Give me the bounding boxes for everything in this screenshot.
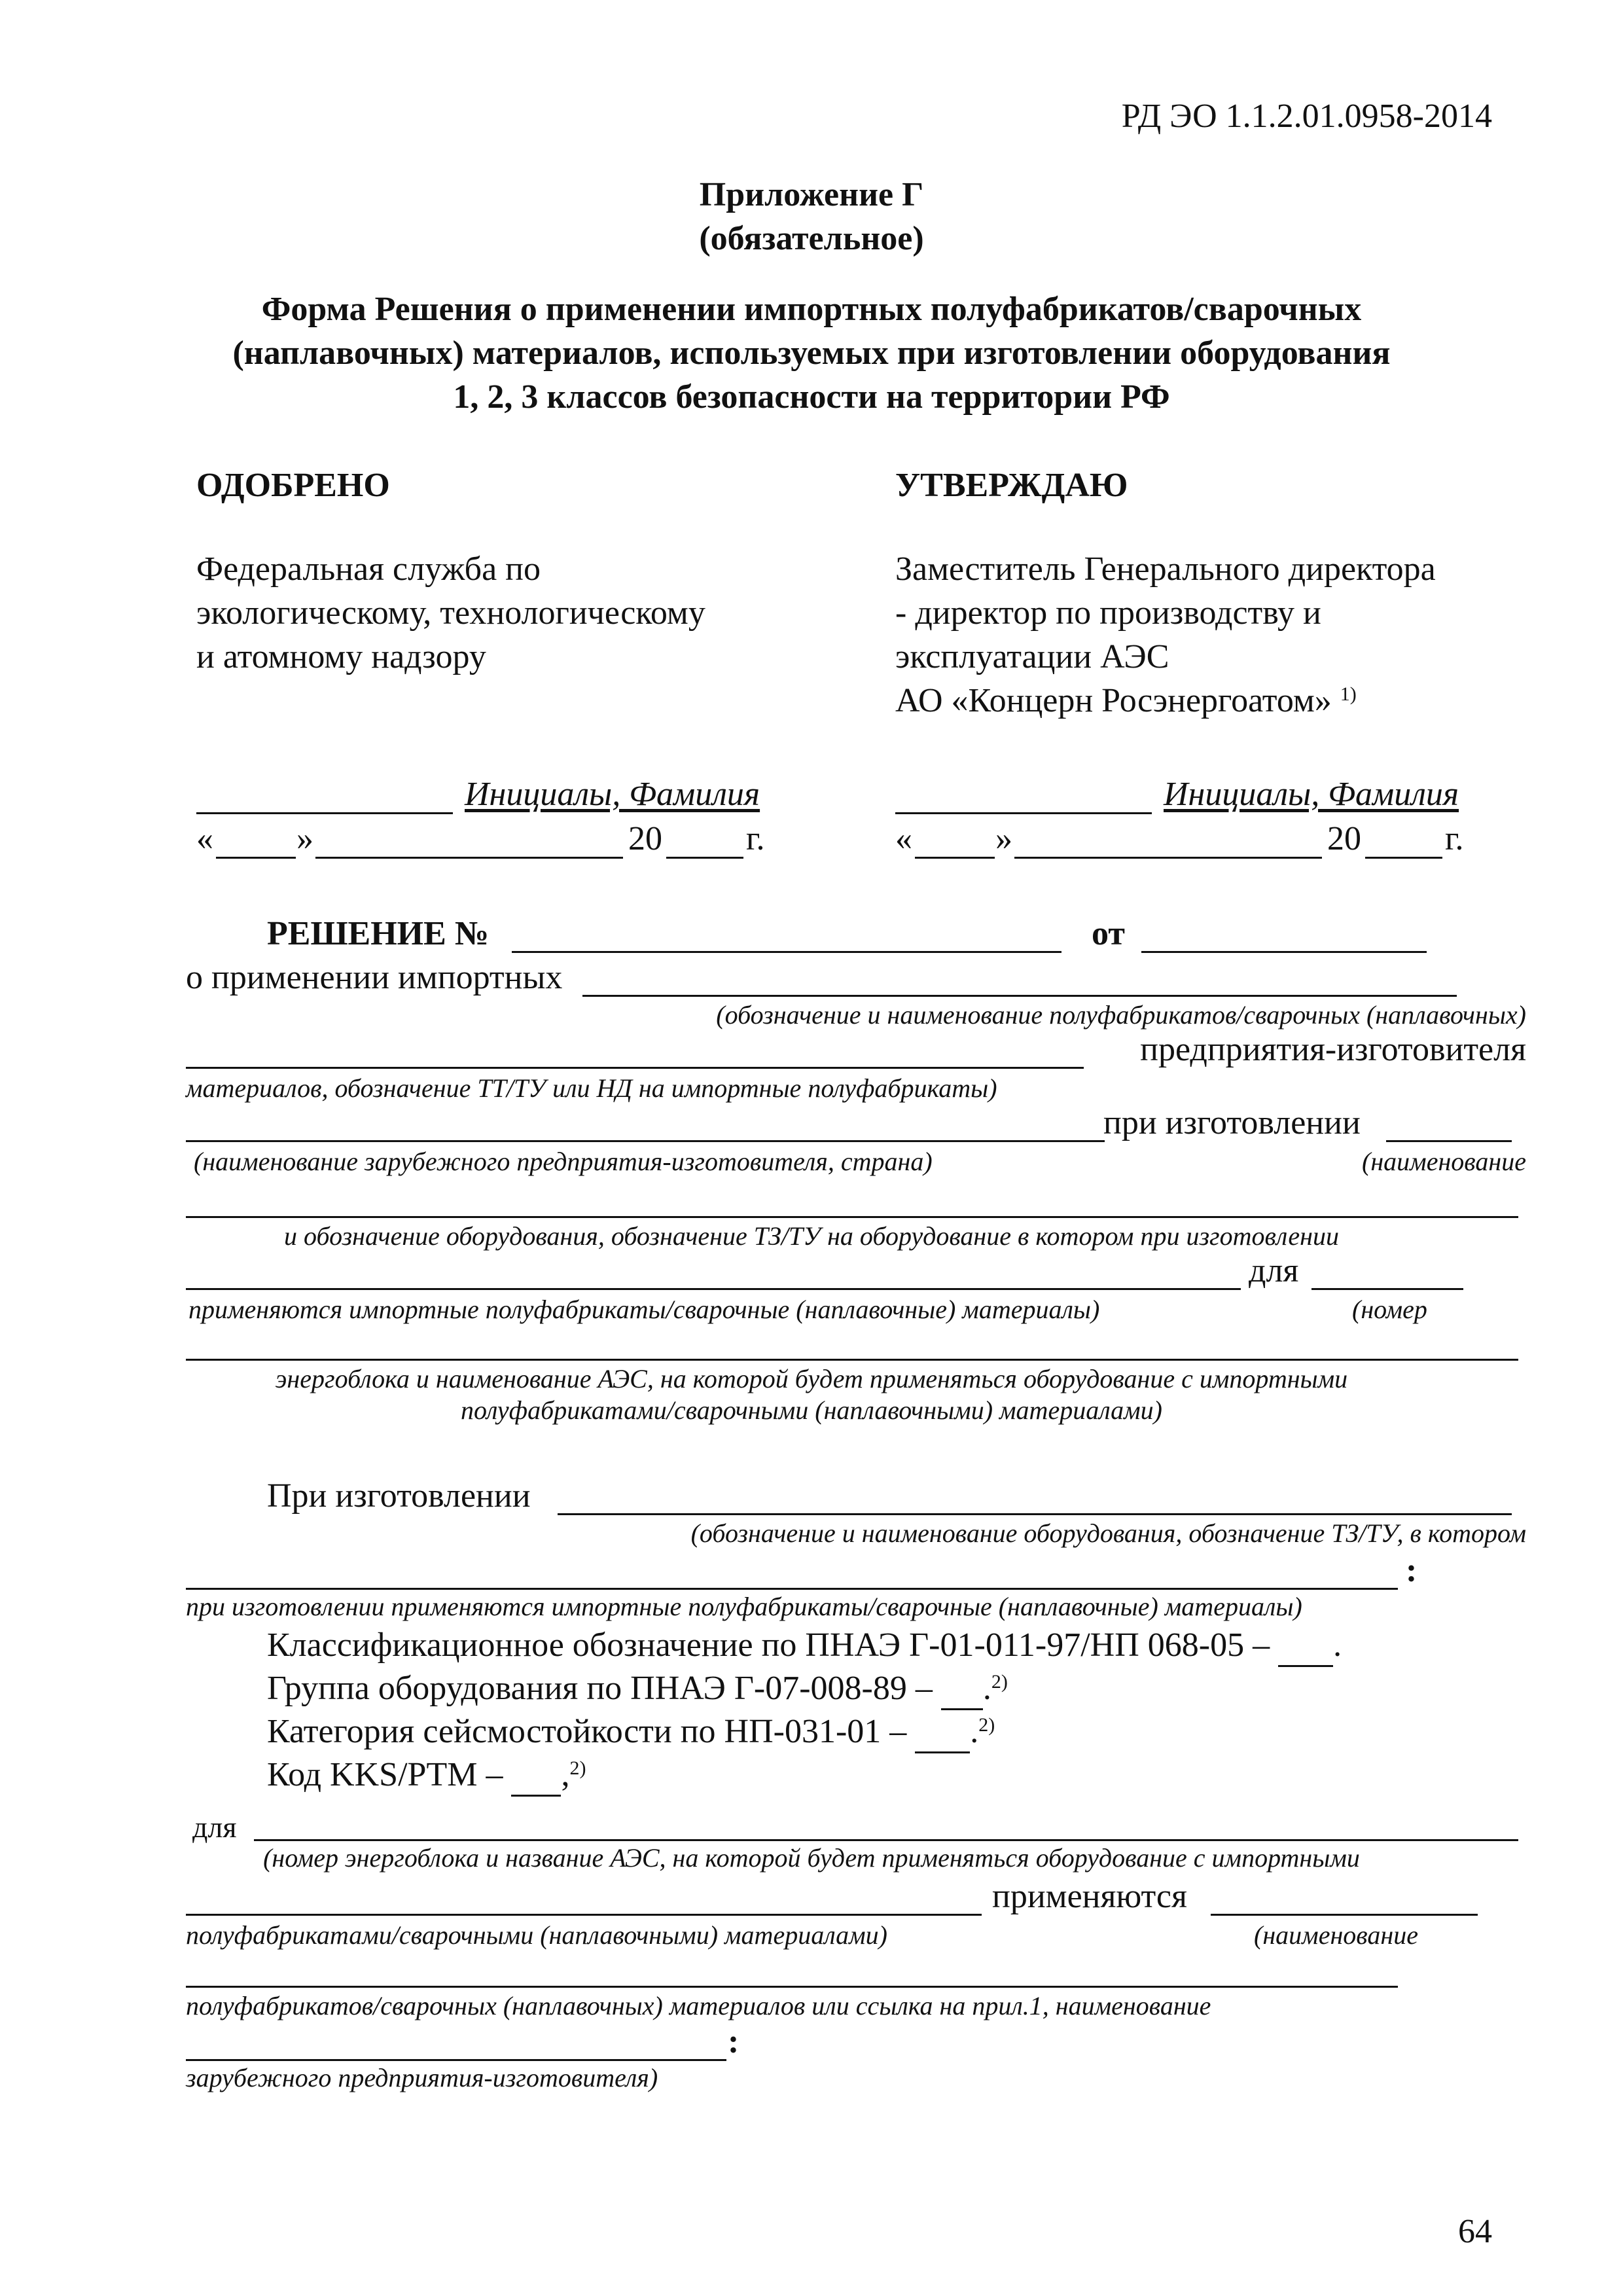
- section2-equipment-blank-1: [558, 1513, 1512, 1515]
- form-title-line-1: Форма Решения о применении импортных полуфабрикатов/сварочных: [261, 291, 1362, 328]
- appendix-status: (обязательное): [699, 220, 924, 257]
- seismic-category-label: Категория сейсмостойкости по НП-031-01 –: [267, 1713, 907, 1750]
- unit-number-blank-1: [1311, 1288, 1463, 1290]
- hint-equipment-designation: и обозначение оборудования, обозначение ТЗ/ТУ на оборудование в котором при изготовлении: [284, 1221, 1339, 1251]
- confirm-year-prefix: 20: [1327, 820, 1361, 857]
- approved-month-blank: [315, 857, 623, 859]
- section2-materials-name-blank: [186, 1986, 1398, 1988]
- equipment-group-line: [267, 1669, 1008, 1710]
- hint-section2-materials-name: полуфабрикатов/сварочных (наплавочных) материалов или ссылка на прил.1, наименование: [186, 1991, 1211, 2020]
- hint-equipment-name-start: (наименование: [1362, 1147, 1526, 1176]
- materials-blank-2: [186, 1067, 1084, 1069]
- materials-applied-blank: [186, 1288, 1241, 1290]
- confirm-month-blank: [1014, 857, 1322, 859]
- confirm-date-close-quote: »: [995, 820, 1012, 857]
- seismic-category-end: .: [970, 1713, 979, 1750]
- approved-date-open-quote: «: [196, 820, 213, 857]
- seismic-category-blank: [915, 1712, 970, 1753]
- kks-code-line: [267, 1755, 586, 1797]
- document-code: РД ЭО 1.1.2.01.0958-2014: [1121, 98, 1492, 135]
- approved-signature-label: Инициалы, Фамилия: [465, 776, 760, 813]
- decision-number-blank: [512, 951, 1061, 953]
- confirm-signature-blank: [895, 812, 1152, 814]
- hint-unit-number-start: (номер: [1352, 1295, 1427, 1324]
- hint-materials-spec: материалов, обозначение ТТ/ТУ или НД на импортные полуфабрикаты): [186, 1073, 997, 1103]
- seismic-category-line: [267, 1712, 995, 1753]
- form-title-line-2: (наплавочных) материалов, используемых при изготовлении оборудования: [232, 334, 1391, 372]
- section2-equipment-blank-2: [186, 1588, 1398, 1590]
- confirm-signature-label: Инициалы, Фамилия: [1164, 776, 1459, 813]
- approved-year-blank: [666, 857, 743, 859]
- applied-materials-blank: [1211, 1914, 1478, 1916]
- kks-code-end: ,: [561, 1756, 570, 1793]
- classification-line: [267, 1626, 1342, 1667]
- form-title-line-3: 1, 2, 3 классов безопасности на территории РФ: [453, 378, 1170, 416]
- section2-colon-2: :: [728, 2023, 740, 2060]
- approved-line-2: экологическому, технологическому: [196, 594, 705, 632]
- approved-day-blank: [216, 857, 296, 859]
- hint-foreign-manufacturer: (наименование зарубежного предприятия-изготовителя, страна): [194, 1147, 933, 1176]
- classification-blank: [1278, 1626, 1333, 1667]
- materials-blank-1: [582, 995, 1457, 997]
- approved-line-1: Федеральная служба по: [196, 550, 541, 588]
- equipment-group-blank: [941, 1669, 983, 1710]
- use-of-imported-label: о применении импортных: [186, 959, 563, 996]
- classification-end: .: [1333, 1626, 1342, 1664]
- confirm-heading: УТВЕРЖДАЮ: [895, 467, 1128, 504]
- equipment-name-blank-1: [1386, 1140, 1512, 1142]
- confirm-line-2: - директор по производству и: [895, 594, 1321, 632]
- confirm-line-3: эксплуатации АЭС: [895, 638, 1169, 675]
- confirm-year-suffix: г.: [1445, 820, 1464, 857]
- applied-label: применяются: [992, 1878, 1187, 1915]
- kks-code-blank: [511, 1755, 561, 1797]
- section2-foreign-manufacturer-blank: [186, 2059, 726, 2061]
- section2-unit-blank: [254, 1839, 1518, 1841]
- foreign-manufacturer-blank: [186, 1140, 1105, 1142]
- manufacturer-label: предприятия-изготовителя: [1140, 1031, 1526, 1068]
- approved-year-prefix: 20: [628, 820, 662, 857]
- confirm-organization: АО «Концерн Росэнергоатом»: [895, 682, 1332, 719]
- unit-number-blank-2: [186, 1359, 1518, 1361]
- confirm-line-1: Заместитель Генерального директора: [895, 550, 1436, 588]
- kks-code-label: Код KKS/PTM –: [267, 1756, 503, 1793]
- for-label: для: [1249, 1252, 1299, 1289]
- approved-line-3: и атомному надзору: [196, 638, 486, 675]
- hint-section2-unit: (номер энергоблока и название АЭС, на которой будет применяться оборудование с импортными: [263, 1843, 1360, 1873]
- approved-signature-blank: [196, 812, 453, 814]
- approved-date-close-quote: »: [296, 820, 313, 857]
- confirm-date-open-quote: «: [895, 820, 912, 857]
- during-manufacture-label: при изготовлении: [1103, 1104, 1361, 1141]
- confirm-line-4: [895, 681, 1357, 721]
- hint-materials-designation: (обозначение и наименование полуфабрикатов/сварочных (наплавочных): [716, 1000, 1526, 1030]
- hint-power-unit-2: полуфабрикатами/сварочными (наплавочными) материалами): [461, 1395, 1162, 1425]
- hint-power-unit-1: энергоблока и наименование АЭС, на которой будет применяться оборудование с импортными: [275, 1364, 1348, 1393]
- footnote-2-marker: 2): [978, 1714, 995, 1736]
- hint-materials-applied: применяются импортные полуфабрикаты/сварочные (наплавочные) материалы): [188, 1295, 1100, 1324]
- decision-date-blank: [1141, 951, 1427, 953]
- section2-colon: :: [1406, 1552, 1418, 1589]
- approved-heading: ОДОБРЕНО: [196, 467, 390, 504]
- classification-label: Классификационное обозначение по ПНАЭ Г-01-011-97/НП 068-05 –: [267, 1626, 1270, 1664]
- hint-section2-equipment: (обозначение и наименование оборудования, обозначение ТЗ/ТУ, в котором: [690, 1518, 1526, 1548]
- footnote-2-marker: 2): [569, 1757, 586, 1779]
- page-number: 64: [1458, 2213, 1492, 2250]
- confirm-day-blank: [915, 857, 995, 859]
- equipment-group-label: Группа оборудования по ПНАЭ Г-07-008-89 –: [267, 1670, 933, 1707]
- appendix-title: Приложение Г: [699, 176, 924, 213]
- footnote-2-marker: 2): [991, 1671, 1008, 1693]
- hint-section2-foreign-manufacturer: зарубежного предприятия-изготовителя): [186, 2063, 658, 2092]
- section2-for-label: для: [192, 1810, 237, 1844]
- decision-from-label: от: [1092, 915, 1125, 952]
- equipment-name-blank-2: [186, 1216, 1518, 1218]
- decision-label: РЕШЕНИЕ №: [267, 915, 490, 952]
- hint-section2-materials: при изготовлении применяются импортные полуфабрикаты/сварочные (наплавочные) материалы): [186, 1592, 1302, 1621]
- hint-section2-name-start: (наименование: [1254, 1920, 1418, 1950]
- hint-section2-materials-applied: полуфабрикатами/сварочными (наплавочными) материалами): [186, 1920, 887, 1950]
- section2-materials-blank: [186, 1914, 982, 1916]
- section2-during-label: При изготовлении: [267, 1477, 531, 1515]
- footnote-1-marker: 1): [1340, 683, 1357, 705]
- confirm-year-blank: [1365, 857, 1442, 859]
- approved-year-suffix: г.: [746, 820, 765, 857]
- equipment-group-end: .: [982, 1670, 991, 1707]
